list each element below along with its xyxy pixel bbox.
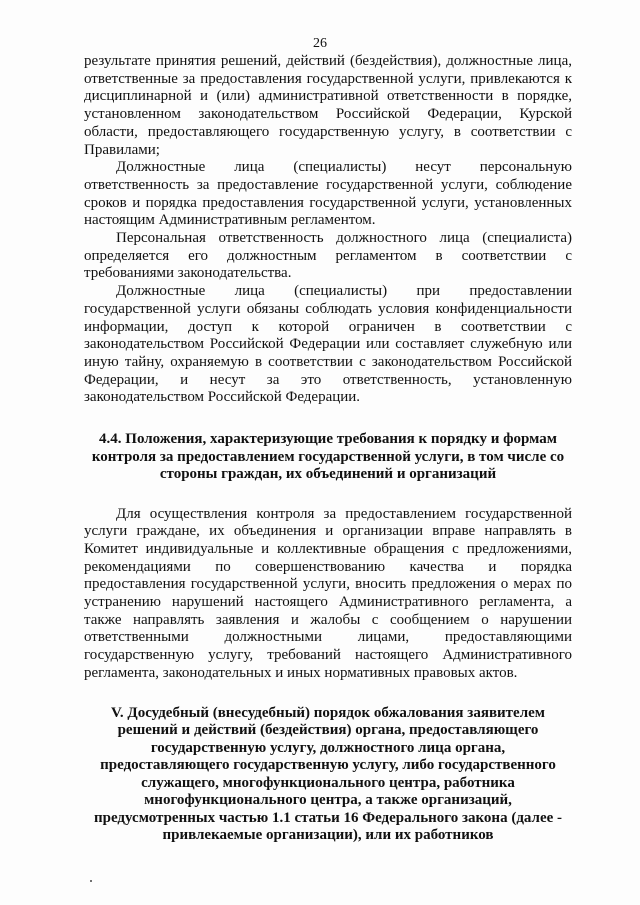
paragraph-citizen-control: Для осуществления контроля за предоставлением государственной услуги граждане, их объединения и организации вправе направлять в Комитет индивидуальные и коллективные обращения с предложениями, рекомендациями по совершенствованию качества и порядка предоставления государственной услуги, вносить предложения о мерах по устранению нарушений настоящего Административного регламента, а также направлять заявления и жалобы с сообщением о нарушении ответственными должностными лицами, предоставляющими государственную услугу, требований настоящего Административного регламента, законодательных и иных нормативных правовых актов.: [84, 505, 572, 681]
paragraph-personal-responsibility: Персональная ответственность должностного лица (специалиста) определяется его должностным регламентом в соответствии с требованиями законодательства.: [84, 230, 572, 282]
paragraph-responsibility: Должностные лица (специалисты) несут персональную ответственность за предоставление государственной услуги, соблюдение сроков и порядка предоставления государственной услуги, установленных настоящим Административным регламентом.: [84, 159, 572, 229]
page-body: [84, 53, 572, 845]
page-number: 26: [313, 36, 327, 51]
paragraph-continuation: результате принятия решений, действий (бездействия), должностные лица, ответственные за предоставления государственной услуги, привлекаются к дисциплинарной и (или) административной ответственности в порядке, установленном законодательством Российской Федерации, Курской области, предоставляющего государственную услугу, в соответствии с Правилами;: [84, 53, 572, 158]
section-heading-v: V. Досудебный (внесудебный) порядок обжалования заявителем решений и действий (бездействия) органа, предоставляющего государственную услугу, должностного лица органа, предоставляющего государственную услугу, либо государственного служащего, многофункционального центра, работника многофункционального центра, а также организаций, предусмотренных частью 1.1 статьи 16 Федерального закона (далее - привлекаемые организации), или их работников: [93, 704, 563, 844]
scan-mark: [90, 880, 92, 882]
section-heading-4-4: 4.4. Положения, характеризующие требования к порядку и формам контроля за предоставлением государственной услуги, в том числе со стороны граждан, их объединений и организаций: [91, 431, 565, 483]
paragraph-confidentiality: Должностные лица (специалисты) при предоставлении государственной услуги обязаны соблюдать условия конфиденциальности информации, доступ к которой ограничен в соответствии с законодательством Российской Федерации или составляет служебную или иную тайну, охраняемую в соответствии с законодательством Российской Федерации, и несут за это ответственность, установленную законодательством Российской Федерации.: [84, 283, 572, 406]
